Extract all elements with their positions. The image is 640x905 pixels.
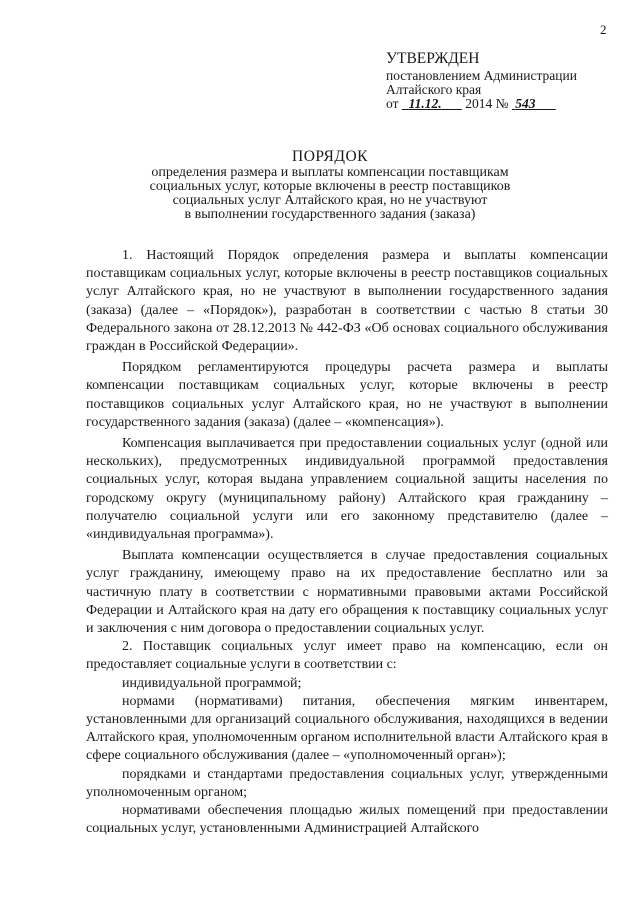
- approval-line-2: Алтайского края: [386, 82, 482, 97]
- title-line: в выполнении государственного задания (заказа): [184, 207, 476, 222]
- title-line: определения размера и выплаты компенсации поставщикам: [151, 165, 509, 180]
- page-number: 2: [600, 22, 607, 37]
- title-line: социальных услуг Алтайского края, но не участвуют: [172, 193, 488, 208]
- approval-heading: УТВЕРЖДЕН: [386, 50, 480, 67]
- approval-date-prefix: от: [386, 96, 399, 111]
- approval-line-1: постановлением Администрации: [386, 68, 577, 83]
- paragraph: Компенсация выплачивается при предоставлении социальных услуг (одной или нескольких), предусмотренных индивидуальной программой предоставления социальных услуг, которая выдана управлением социальной защиты населения по городскому округу (муниципальному району) Алтайского края гражданину – получателю социальной услуги или его законному представителю (далее – «индивидуальная программа»).: [86, 436, 608, 543]
- approval-stamp: [386, 50, 626, 111]
- list-item: индивидуальной программой;: [122, 675, 302, 691]
- title-heading: ПОРЯДОК: [292, 148, 368, 165]
- document-title: [90, 148, 570, 222]
- list-item: порядками и стандартами предоставления социальных услуг, утвержденными уполномоченным органом;: [86, 766, 608, 800]
- paragraph: Порядком регламентируются процедуры расчета размера и выплаты компенсации поставщикам социальных услуг, которые включены в реестр поставщиков социальных услуг Алтайского края, но не участвуют в выполнении государственного задания (заказа) (далее – «компенсация»).: [86, 360, 608, 430]
- title-line: социальных услуг, которые включены в реестр поставщиков: [149, 179, 511, 194]
- approval-year-no: 2014 №: [465, 96, 509, 111]
- paragraph: Выплата компенсации осуществляется в случае предоставления социальных услуг гражданину, имеющему право на их предоставление бесплатно или за частичную плату в соответствии с нормативными правовыми актами Российской Федерации и Алтайского края на дату его обращения к поставщику социальных услуг и заключения с ним договора о предоставлении социальных услуг.: [86, 548, 608, 637]
- paragraph: 1. Настоящий Порядок определения размера и выплаты компенсации поставщикам социальных услуг, которые включены в реестр поставщиков социальных услуг Алтайского края, но не участвуют в выполнении государственного задания (заказа) (далее – «Порядок»), разработан в соответствии с частью 8 статьи 30 Федерального закона от 28.12.2013 № 442-ФЗ «Об основах социального обслуживания граждан в Российской Федерации».: [86, 248, 608, 355]
- list-item: нормами (нормативами) питания, обеспечения мягким инвентарем, установленными для организаций социального обслуживания, находящихся в ведении Алтайского края, уполномоченным органом исполнительной власти Алтайского края в сфере социального обслуживания (далее – «уполномоченный орган»);: [86, 693, 608, 764]
- approval-date: 11.12.: [408, 96, 442, 111]
- approval-date-line: [386, 97, 626, 111]
- list-item: нормативами обеспечения площадью жилых помещений при предоставлении социальных услуг, установленными Администрацией Алтайского: [86, 803, 608, 837]
- approval-number: 543: [515, 96, 536, 111]
- paragraph: 2. Поставщик социальных услуг имеет право на компенсацию, если он предоставляет социальные услуги в соответствии с:: [86, 639, 608, 673]
- document-body: [86, 247, 608, 839]
